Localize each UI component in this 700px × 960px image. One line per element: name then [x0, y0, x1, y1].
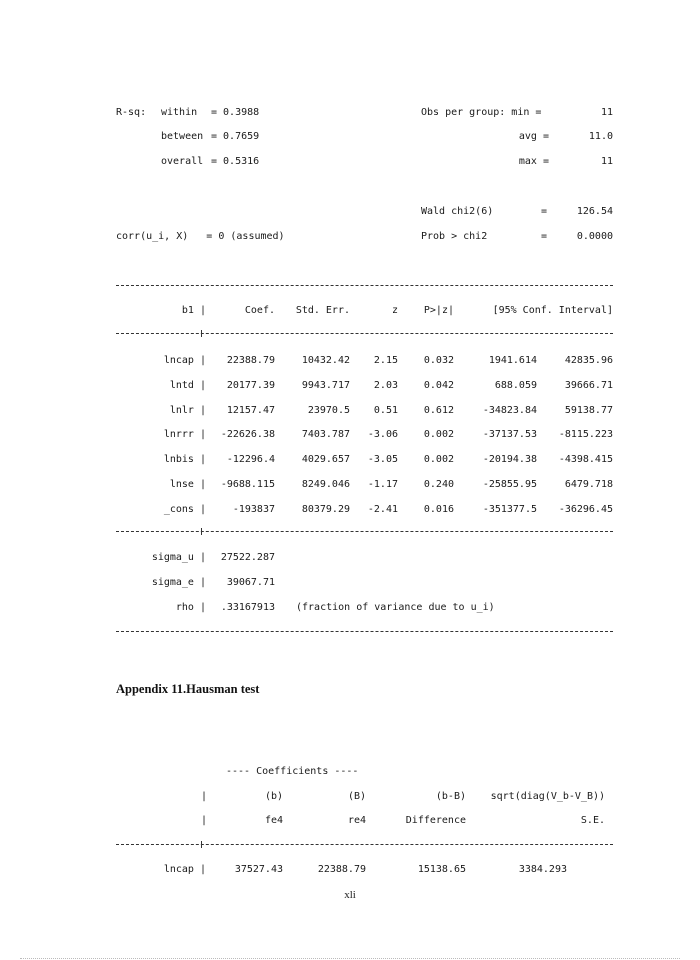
header-ci: [95% Conf. Interval]	[492, 305, 613, 316]
cell-z: 0.51	[373, 404, 398, 416]
obs-min-label: Obs per group: min =	[421, 107, 542, 118]
cell-se: 7403.787	[301, 429, 350, 441]
sigma-u-label: sigma_u |	[151, 552, 206, 563]
hausman-rule	[116, 844, 613, 845]
header-b: (b)	[264, 791, 283, 802]
wald-line	[0, 205, 700, 219]
cell-se: 80379.29	[301, 503, 350, 515]
cell-hi: 42835.96	[564, 355, 613, 366]
header-B: (B)	[347, 791, 366, 802]
cell-hi: -8115.223	[558, 429, 613, 441]
cell-var: _cons |	[163, 503, 206, 515]
cell-z: -2.41	[367, 503, 398, 515]
cell-se: 4029.657	[301, 454, 350, 466]
cell-coef: -22626.38	[220, 429, 275, 441]
hausman-B: 22388.79	[317, 864, 366, 875]
cell-coef: 22388.79	[226, 355, 275, 366]
table-row	[0, 478, 700, 492]
table-bottom-rule	[116, 631, 613, 632]
hausman-b: 37527.43	[234, 864, 283, 875]
cell-p: 0.042	[423, 379, 454, 391]
corr-text: corr(u_i, X) = 0 (assumed)	[116, 231, 285, 242]
cell-var: lnse |	[169, 479, 206, 490]
obs-avg-label: avg =	[518, 131, 549, 142]
rho-line	[0, 601, 700, 615]
cell-p: 0.032	[423, 355, 454, 366]
cell-lo: -37137.53	[482, 429, 537, 441]
cell-z: 2.03	[373, 379, 398, 391]
cell-hi: 59138.77	[564, 404, 613, 416]
pipe-1: |	[201, 791, 208, 802]
cell-lo: 1941.614	[488, 355, 537, 366]
appendix-heading: Appendix 11.Hausman test	[116, 682, 260, 696]
cell-hi: 6479.718	[564, 479, 613, 490]
cell-var: lncap |	[163, 355, 206, 366]
overall-label: overall	[161, 156, 204, 167]
cell-hi: 39666.71	[564, 379, 613, 391]
cell-z: -3.05	[367, 454, 398, 466]
cell-var: lnlr |	[169, 404, 206, 416]
rho-value: .33167913	[220, 602, 275, 613]
cell-coef: 20177.39	[226, 379, 275, 391]
cell-coef: 12157.47	[226, 404, 275, 416]
wald-eq: =	[541, 206, 548, 217]
table-row	[0, 453, 700, 467]
header-se: Std. Err.	[295, 305, 350, 316]
cell-lo: -351377.5	[482, 503, 537, 515]
wald-value: 126.54	[576, 206, 613, 217]
header-fe4: fe4	[264, 815, 283, 826]
rsq-label: R-sq:	[116, 107, 147, 118]
cell-lo: 688.059	[494, 379, 537, 391]
table-body-rule	[116, 531, 613, 532]
hausman-header-2	[0, 814, 700, 828]
coefficients-title-line	[0, 765, 700, 779]
table-row	[0, 503, 700, 517]
cell-coef: -12296.4	[226, 454, 275, 466]
cell-se: 23970.5	[307, 404, 350, 416]
cell-var: lntd |	[169, 379, 206, 391]
cell-hi: -4398.415	[558, 454, 613, 466]
obs-avg-value: 11.0	[588, 131, 613, 142]
header-z: z	[391, 305, 398, 316]
cell-z: 2.15	[373, 355, 398, 366]
coefficients-title: ---- Coefficients ----	[226, 766, 359, 777]
table-header	[0, 304, 700, 318]
cell-p: 0.240	[423, 479, 454, 490]
between-value: = 0.7659	[211, 131, 260, 142]
cell-z: -1.17	[367, 479, 398, 490]
rsq-within-line	[0, 106, 700, 120]
cell-lo: -20194.38	[482, 454, 537, 466]
cell-se: 9943.717	[301, 379, 350, 391]
header-coef: Coef.	[244, 305, 275, 316]
sigma-e-value: 39067.71	[226, 577, 275, 588]
cell-z: -3.06	[367, 429, 398, 441]
cell-coef: -193837	[232, 503, 275, 515]
overall-value: = 0.5316	[211, 156, 260, 167]
table-row	[0, 428, 700, 442]
obs-min-value: 11	[600, 107, 613, 118]
obs-max-value: 11	[600, 156, 613, 167]
prob-value: 0.0000	[576, 231, 613, 242]
sigma-u-value: 27522.287	[220, 552, 275, 563]
overall-line	[0, 155, 700, 169]
corr-prob-line	[0, 230, 700, 244]
table-row	[0, 354, 700, 368]
pipe-2: |	[201, 815, 208, 826]
sigma-e-label: sigma_e |	[151, 577, 206, 588]
table-top-rule	[116, 285, 613, 286]
header-difference: Difference	[405, 815, 466, 826]
hausman-header-1	[0, 790, 700, 804]
header-se2: S.E.	[580, 815, 605, 826]
table-row	[0, 404, 700, 418]
hausman-var: lncap |	[163, 864, 206, 875]
cell-p: 0.002	[423, 429, 454, 441]
cell-var: lnrrr |	[163, 429, 206, 441]
header-re4: re4	[347, 815, 366, 826]
rho-label: rho |	[175, 602, 206, 613]
sigma-e-line	[0, 576, 700, 590]
hausman-se: 3384.293	[518, 864, 567, 875]
prob-eq: =	[541, 231, 548, 242]
cell-lo: -25855.95	[482, 479, 537, 490]
cell-p: 0.612	[423, 404, 454, 416]
prob-label: Prob > chi2	[421, 231, 488, 242]
cell-se: 8249.046	[301, 479, 350, 490]
cell-p: 0.016	[423, 503, 454, 515]
cell-p: 0.002	[423, 454, 454, 466]
wald-label: Wald chi2(6)	[421, 206, 494, 217]
header-diff: (b-B)	[435, 791, 466, 802]
page-number: xli	[344, 889, 356, 901]
header-sqrt: sqrt(diag(V_b-V_B))	[490, 791, 605, 802]
cell-coef: -9688.115	[220, 479, 275, 490]
rho-note: (fraction of variance due to u_i)	[296, 602, 495, 613]
page-bottom-border	[20, 958, 680, 959]
hausman-diff: 15138.65	[417, 864, 466, 875]
cell-se: 10432.42	[301, 355, 350, 366]
cell-hi: -36296.45	[558, 503, 613, 515]
cell-var: lnbis |	[163, 454, 206, 466]
hausman-row-lncap	[0, 863, 700, 877]
table-header-rule	[116, 333, 613, 334]
within-value: = 0.3988	[211, 107, 260, 118]
between-label: between	[161, 131, 204, 142]
within-label: within	[161, 107, 198, 118]
header-dep: b1 |	[181, 305, 206, 316]
cell-lo: -34823.84	[482, 404, 537, 416]
table-row	[0, 379, 700, 393]
obs-max-label: max =	[518, 156, 549, 167]
header-p: P>|z|	[423, 305, 454, 316]
sigma-u-line	[0, 551, 700, 565]
between-line	[0, 130, 700, 144]
